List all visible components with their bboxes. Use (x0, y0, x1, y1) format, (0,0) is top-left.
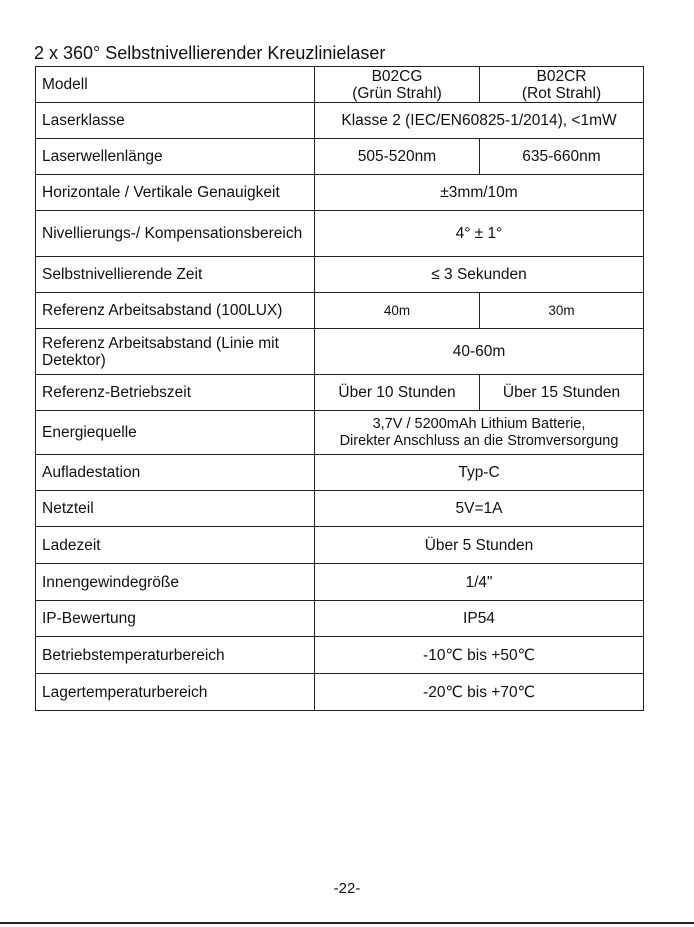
value-line: Direkter Anschluss an die Stromversorgung (339, 432, 619, 449)
row-value: -10℃ bis +50℃ (315, 637, 644, 674)
row-value-green: 505-520nm (315, 139, 480, 175)
table-row (36, 293, 644, 329)
row-value: ±3mm/10m (315, 175, 644, 211)
row-label: Innengewindegröße (36, 564, 315, 601)
value-line: 3,7V / 5200mAh Lithium Batterie, (372, 415, 586, 432)
row-value-red: Über 15 Stunden (480, 375, 644, 411)
row-label: Horizontale / Vertikale Genauigkeit (36, 175, 315, 211)
table-row (36, 257, 644, 293)
table-row (36, 527, 644, 564)
row-label: Referenz-Betriebszeit (36, 375, 315, 411)
row-value-green: Über 10 Stunden (315, 375, 480, 411)
row-value: IP54 (315, 601, 644, 637)
table-row (36, 564, 644, 601)
row-label: Referenz Arbeitsabstand (Linie mit Detektor) (36, 329, 315, 375)
row-value: -20℃ bis +70℃ (315, 674, 644, 711)
row-value: Typ-C (315, 455, 644, 491)
row-label: Laserwellenlänge (36, 139, 315, 175)
row-label: IP-Bewertung (36, 601, 315, 637)
table-row (36, 329, 644, 375)
row-label: Selbstnivellierende Zeit (36, 257, 315, 293)
row-label: Energiequelle (36, 411, 315, 455)
row-label: Referenz Arbeitsabstand (100LUX) (36, 293, 315, 329)
row-label: Laserklasse (36, 103, 315, 139)
row-value: ≤ 3 Sekunden (315, 257, 644, 293)
table-row (36, 103, 644, 139)
row-label: Ladezeit (36, 527, 315, 564)
row-value: 4° ± 1° (315, 211, 644, 257)
row-label: Modell (36, 67, 315, 103)
row-value (315, 411, 644, 455)
table-row-model (36, 67, 644, 103)
table-row (36, 411, 644, 455)
table-row (36, 211, 644, 257)
row-value: Klasse 2 (IEC/EN60825-1/2014), <1mW (315, 103, 644, 139)
row-value: 40-60m (315, 329, 644, 375)
table-row (36, 637, 644, 674)
model-header-red (480, 67, 644, 103)
row-value: Über 5 Stunden (315, 527, 644, 564)
row-value: 5V=1A (315, 491, 644, 527)
page-number: -22- (333, 880, 361, 897)
table-row (36, 601, 644, 637)
table-row (36, 175, 644, 211)
row-label: Betriebstemperaturbereich (36, 637, 315, 674)
row-value-red: 30m (480, 293, 644, 329)
row-label: Netzteil (36, 491, 315, 527)
model-beam: (Grün Strahl) (352, 84, 442, 102)
row-value: 1/4" (315, 564, 644, 601)
page-title: 2 x 360° Selbstnivellierender Kreuzlinielaser (34, 43, 386, 63)
spec-table (35, 66, 644, 711)
bottom-divider (0, 922, 694, 924)
model-code: B02CR (536, 67, 587, 85)
row-value-red: 635-660nm (480, 139, 644, 175)
model-beam: (Rot Strahl) (521, 84, 602, 102)
row-label: Nivellierungs-/ Kompensationsbereich (36, 211, 315, 257)
row-value-green: 40m (315, 293, 480, 329)
table-row (36, 139, 644, 175)
model-header-green (315, 67, 480, 103)
table-row (36, 375, 644, 411)
row-label: Aufladestation (36, 455, 315, 491)
model-code: B02CG (371, 67, 423, 85)
row-label: Lagertemperaturbereich (36, 674, 315, 711)
table-row (36, 455, 644, 491)
table-row (36, 674, 644, 711)
table-row (36, 491, 644, 527)
